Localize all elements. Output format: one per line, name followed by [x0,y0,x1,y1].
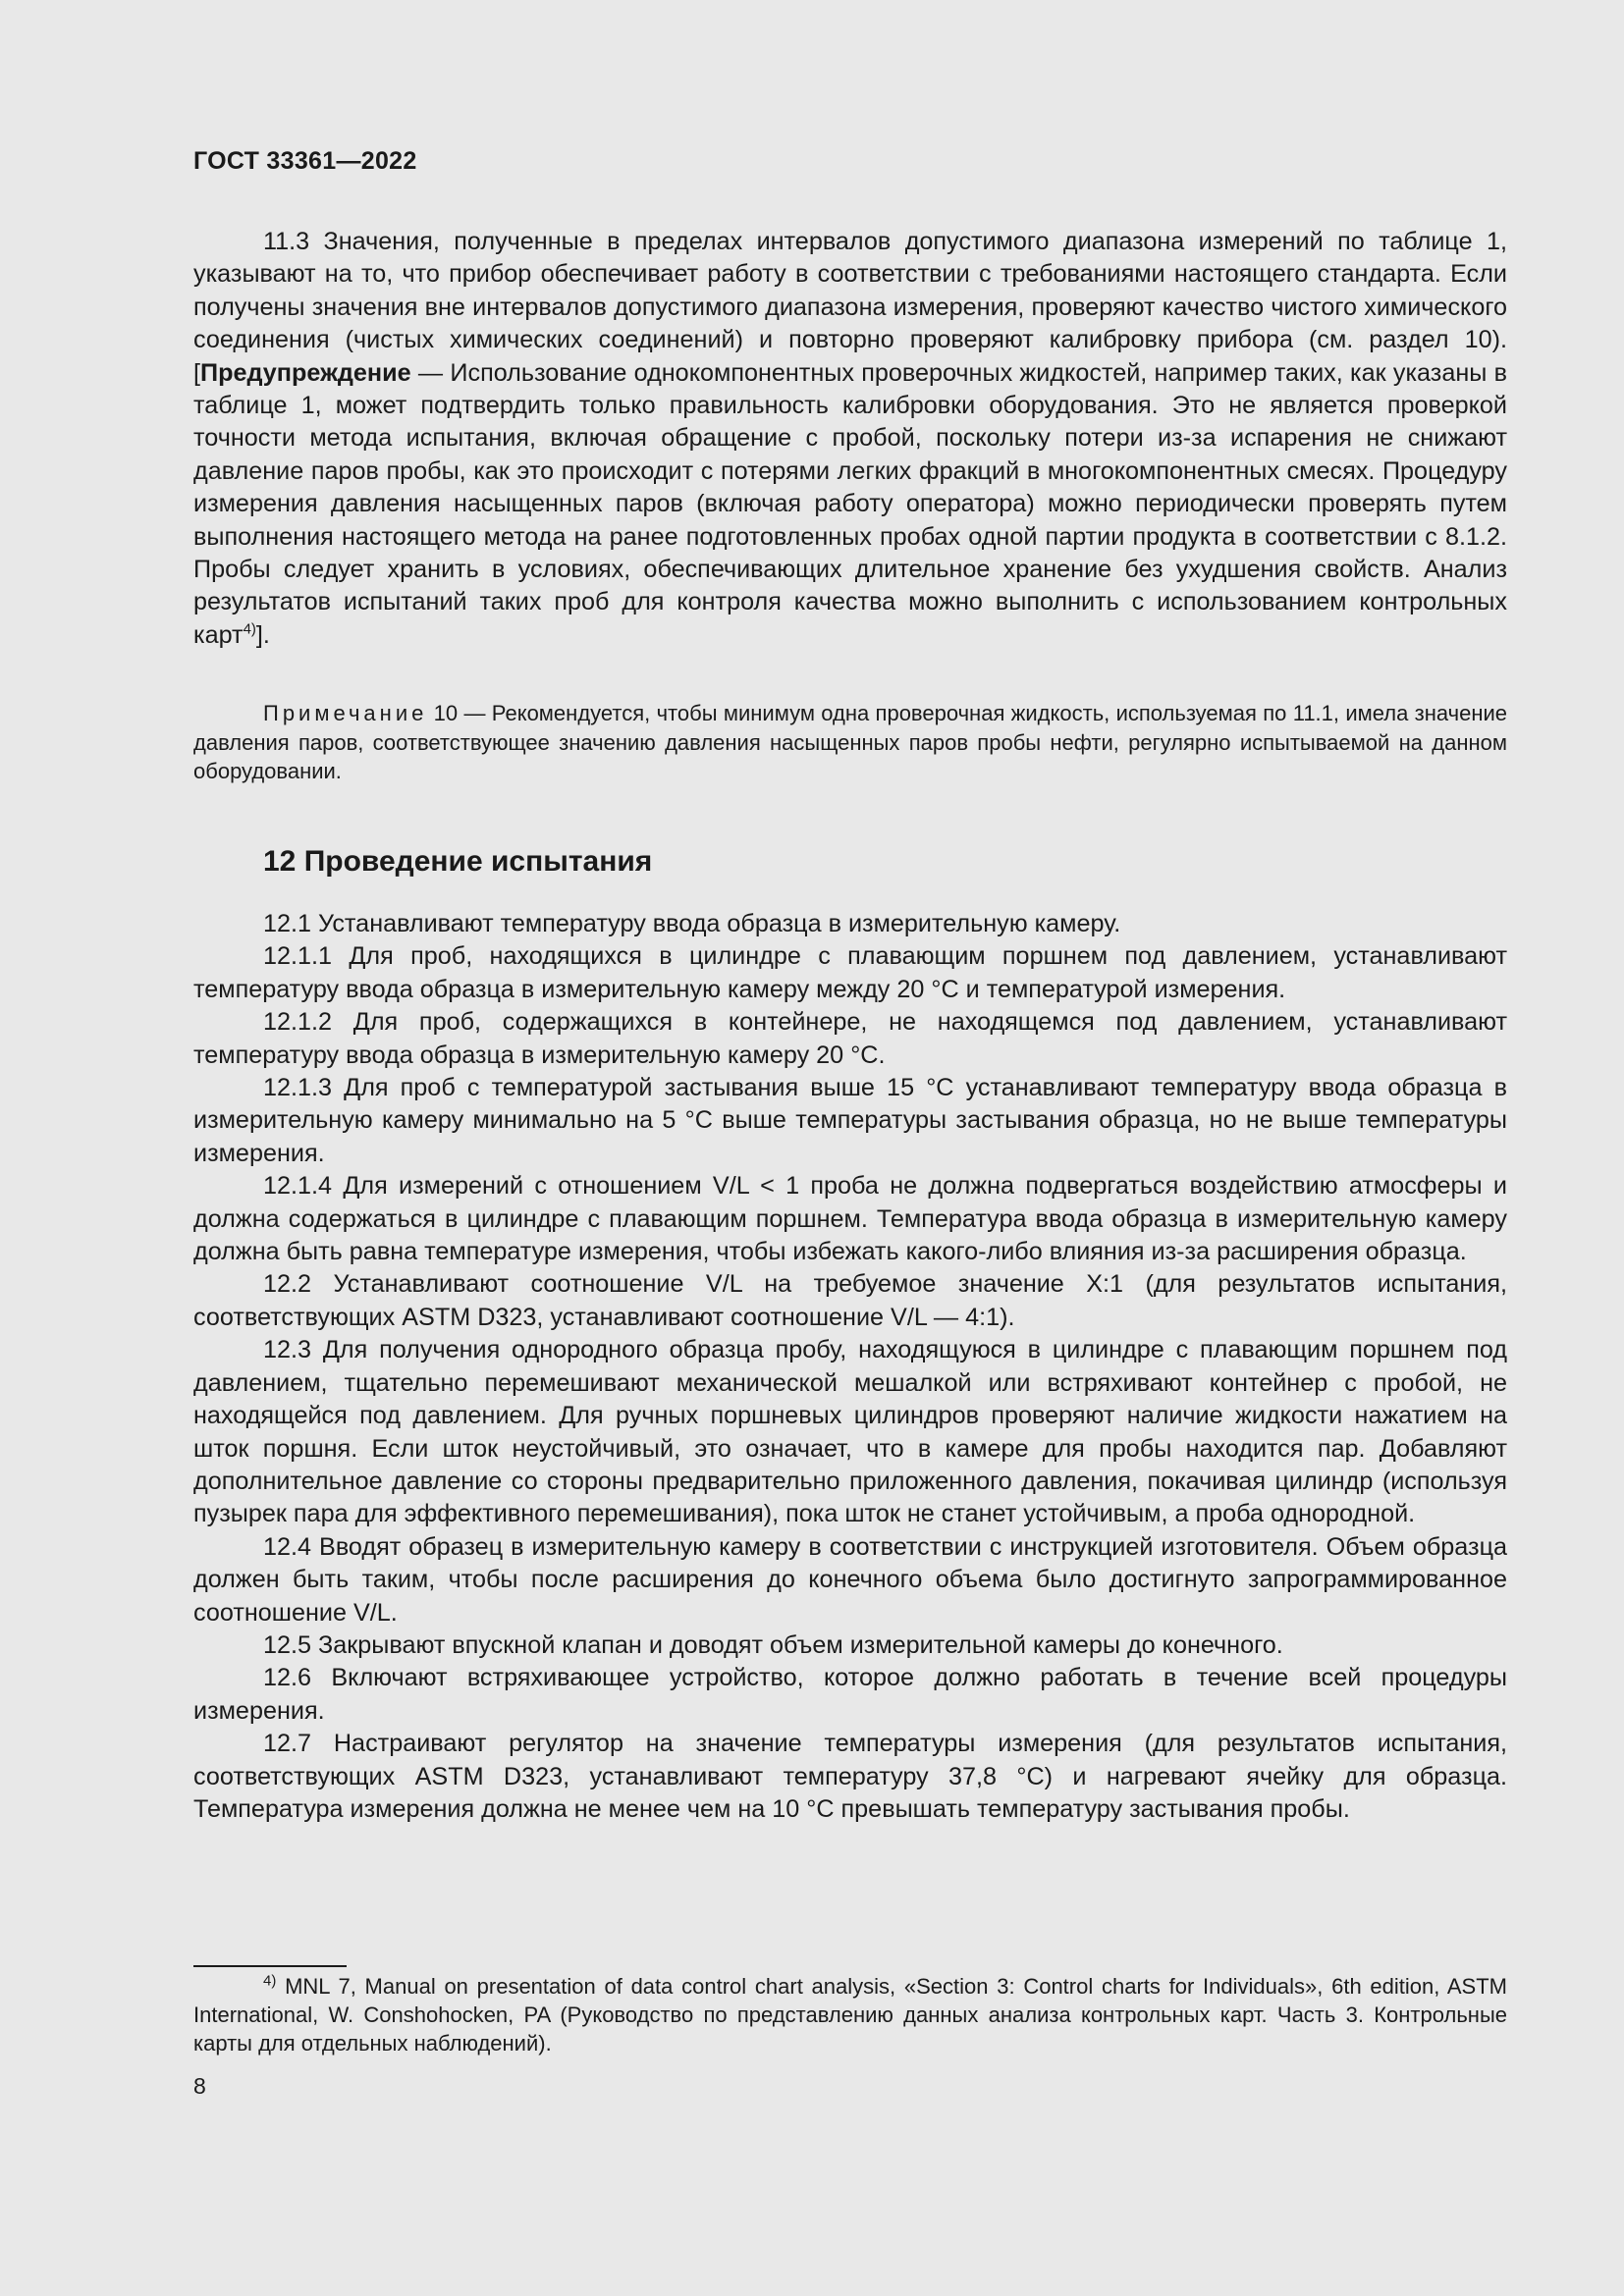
paragraph-12-2: 12.2 Устанавливают соотношение V/L на требуемое значение X:1 (для результатов испытания, соответствующих ASTM D323, устанавливают соотношение V/L — 4:1). [193,1270,1507,1331]
footnote-marker: 4) [263,1972,277,1990]
paragraph-12-4: 12.4 Вводят образец в измерительную камеру в соответствии с инструкцией изготовителя. Объем образца должен быть таким, чтобы после расширения до конечного объема было достигнуто запрограммированное соотношение V/L. [193,1532,1507,1627]
paragraph-12-1: 12.1 Устанавливают температуру ввода образца в измерительную камеру. [263,910,1121,937]
note-text: 10 — Рекомендуется, чтобы минимум одна проверочная жидкость, используемая по 11.1, имела значение давления паров, соответствующее значению давления насыщенных паров пробы нефти, регулярно испытываемой на данном оборудовании. [193,701,1507,783]
p11-3-text-a: 11.3 Значения, полученные в пределах интервалов допустимого диапазона измерений по таблице 1, указывают на то, что прибор обеспечивает работу в соответствии с требованиями настоящего стандарта. Если получены значения вне интервалов допустимого диапазона измерения, проверяют качество чистого химического соединения (чистых химических соединений) и повторно проверяют калибровку прибора (см. раздел 10). [ [193,228,1507,387]
note-10 [193,699,1507,786]
paragraph-12-6: 12.6 Включают встряхивающее устройство, которое должно работать в течение всей процедуры измерения. [193,1664,1507,1725]
p11-3-text-c: ]. [255,620,270,649]
paragraph-12-1-1: 12.1.1 Для проб, находящихся в цилиндре с плавающим поршнем под давлением, устанавливают температуру ввода образца в измерительную камеру между 20 °С и температурой измерения. [193,942,1507,1003]
paragraph-12-5: 12.5 Закрывают впускной клапан и доводят объем измерительной камеры до конечного. [263,1630,1283,1659]
section-12-title-block [193,845,1507,879]
warning-label: Предупреждение [200,358,411,387]
paragraph-12-1-2: 12.1.2 Для проб, содержащихся в контейнере, не находящемся под давлением, устанавливают температуру ввода образца в измерительную камеру 20 °С. [193,1008,1507,1069]
section-12-body [193,908,1507,1826]
paragraph-12-1-3: 12.1.3 Для проб с температурой застывания выше 15 °С устанавливают температуру ввода образца в измерительную камеру минимально на 5 °С выше температуры застывания образца, но не выше температуры измерения. [193,1074,1507,1167]
page-number: 8 [193,2073,206,2099]
paragraph-12-1-4: 12.1.4 Для измерений с отношением V/L < 1 проба не должна подвергаться воздействию атмосферы и должна содержаться в цилиндре с плавающим поршнем. Температура ввода образца в измерительную камеру должна быть равна температуре измерения, чтобы избежать какого-либо влияния из-за расширения образца. [193,1172,1507,1266]
clause-11-3-block [193,226,1507,652]
document-header: ГОСТ 33361—2022 [193,147,417,175]
p11-3-text-b: — Использование однокомпонентных проверочных жидкостей, например таких, как указаны в таблице 1, может подтвердить только правильность калибровки оборудования. Это не является проверкой точности метода испытания, включая обращение с пробой, поскольку потери из-за испарения не снижают давление паров пробы, как это происходит с потерями легких фракций в многокомпонентных смесях. Процедуру измерения давления насыщенных паров (включая работу оператора) можно периодически проверять путем выполнения настоящего метода на ранее подготовленных пробах одной партии продукта в соответствии с 8.1.2. Пробы следует хранить в условиях, обеспечивающих длительное хранение без ухудшения свойств. Анализ результатов испытаний таких проб для контроля качества можно выполнить с использованием контрольных карт [193,358,1507,649]
footnote-4 [193,1972,1507,2057]
footnote-ref-4: 4) [243,620,256,638]
section-12-title: 12 Проведение испытания [263,845,653,878]
paragraph-12-3: 12.3 Для получения однородного образца пробу, находящуюся в цилиндре с плавающим поршнем под давлением, тщательно перемешивают механической мешалкой или встряхивают контейнер с пробой, не находящейся под давлением. Для ручных поршневых цилиндров проверяют наличие жидкости нажатием на шток поршня. Если шток неустойчивый, это означает, что в камере для пробы находится пар. Добавляют дополнительное давление со стороны предварительно приложенного давления, покачивая цилиндр (используя пузырек пара для эффективного перемешивания), пока шток не станет устойчивым, а проба однородной. [193,1336,1507,1528]
paragraph-12-7: 12.7 Настраивают регулятор на значение температуры измерения (для результатов испытания, соответствующих ASTM D323, устанавливают температуру 37,8 °С) и нагревают ячейку для образца. Температура измерения должна не менее чем на 10 °С превышать температуру застывания пробы. [193,1730,1507,1823]
note-label: Примечание [263,701,428,725]
paragraph-11-3 [193,226,1507,652]
note-10-block [193,699,1507,786]
footnote-text: MNL 7, Manual on presentation of data control chart analysis, «Section 3: Control charts for Individuals», 6th edition, ASTM International, W. Conshohocken, PA (Руководство по представлению данных анализа контрольных карт. Часть 3. Контрольные карты для отдельных наблюдений). [193,1974,1507,2056]
footnote-separator [193,1965,347,1967]
